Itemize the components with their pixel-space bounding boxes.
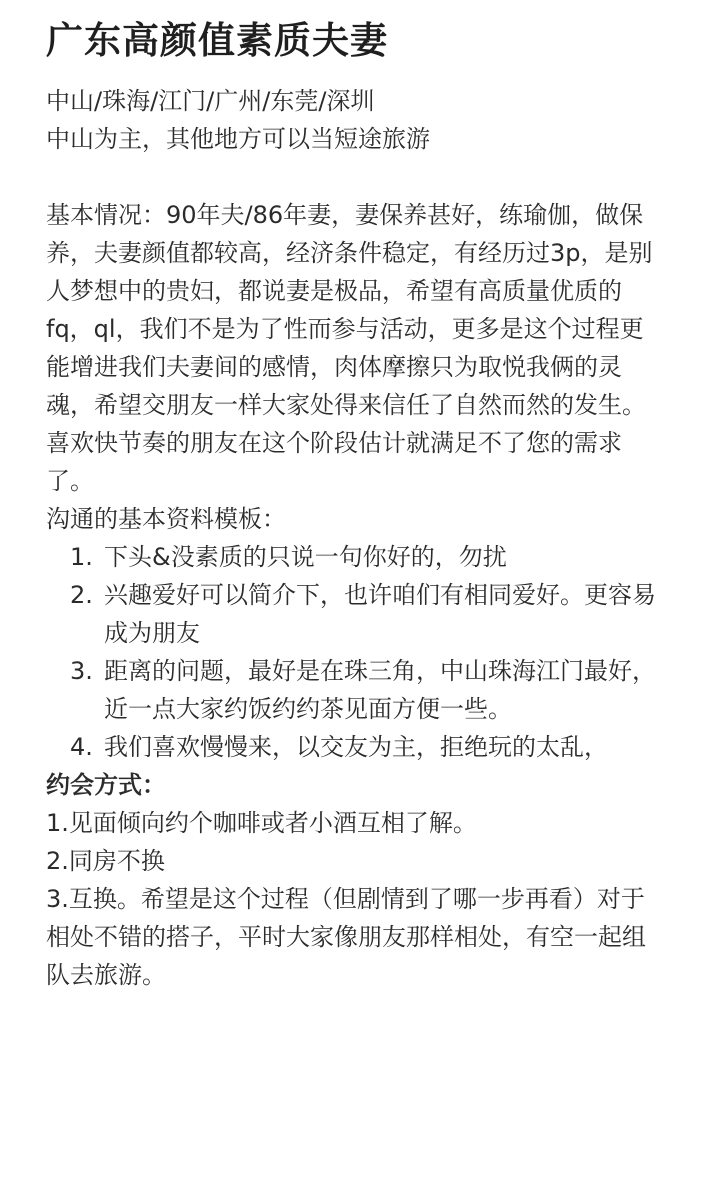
list-item [46, 576, 657, 652]
template-heading: 沟通的基本资料模板： [46, 505, 286, 533]
list-item-text: 下头&没素质的只说一句你好的，勿扰 [104, 543, 507, 571]
date-heading: 约会方式： [46, 771, 166, 799]
list-item-number: 4. [70, 733, 93, 761]
list-item-number: 1. [70, 543, 93, 571]
date-item: 2.同房不换 [46, 847, 165, 875]
basic-info-paragraph: 基本情况：90年夫/86年妻，妻保养甚好，练瑜伽，做保养，夫妻颜值都较高，经济条件稳定，有经历过3p，是别人梦想中的贵妇，都说妻是极品，希望有高质量优质的fq，ql，我们不是为了性而参与活动，更多是这个过程更能增进我们夫妻间的感情，肉体摩擦只为取悦我俩的灵魂，希望交朋友一样大家处得来信任了自然而然的发生。 [46, 201, 653, 419]
location-note: 中山为主，其他地方可以当短途旅游 [46, 125, 430, 153]
list-item [46, 728, 657, 766]
fast-pace-paragraph: 喜欢快节奏的朋友在这个阶段估计就满足不了您的需求了。 [46, 429, 622, 495]
page-title: 广东高颜值素质夫妻 [46, 19, 388, 62]
template-list [46, 538, 657, 766]
list-item-text: 距离的问题，最好是在珠三角，中山珠海江门最好，近一点大家约饭约约茶见面方便一些。 [104, 657, 656, 723]
list-item-number: 3. [70, 657, 93, 685]
spacer [46, 158, 657, 196]
list-item-text: 我们喜欢慢慢来，以交友为主，拒绝玩的太乱， [104, 733, 608, 761]
list-item-text: 兴趣爱好可以简介下，也许咱们有相同爱好。更容易成为朋友 [104, 581, 656, 647]
date-item: 1.见面倾向约个咖啡或者小酒互相了解。 [46, 809, 477, 837]
list-item [46, 652, 657, 728]
list-item [46, 538, 657, 576]
locations-line: 中山/珠海/江门/广州/东莞/深圳 [46, 87, 375, 115]
date-item: 3.互换。希望是这个过程（但剧情到了哪一步再看）对于相处不错的搭子，平时大家像朋友那样相处，有空一起组队去旅游。 [46, 885, 646, 989]
list-item-number: 2. [70, 581, 93, 609]
